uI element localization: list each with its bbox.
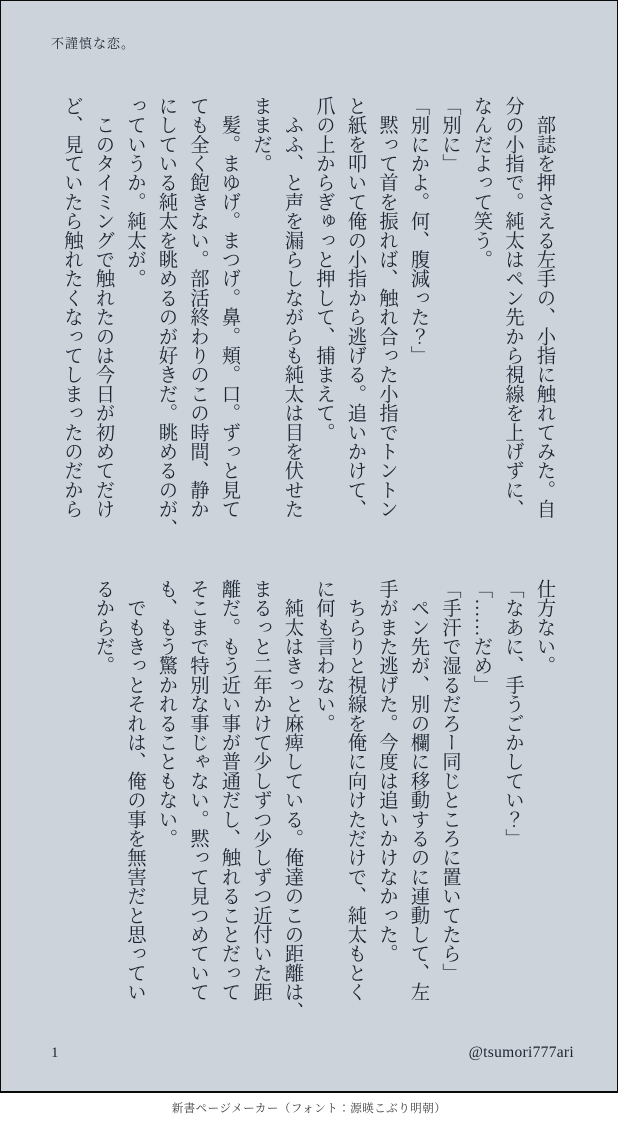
text-line: 分の小指で。純太はペン先から視線を上げずに、: [502, 96, 524, 519]
text-line: 「別に」: [439, 96, 461, 173]
text-line: ちらりと視線を俺に向けただけで、純太もとく: [345, 579, 366, 1002]
text-line: このタイミングで触れたのは今日が初めてだけ: [93, 96, 114, 519]
text-line: 離だ。もう近い事が普通だし、触れることだって: [219, 579, 240, 1002]
text-line: ど、見ていたら触れたくなってしまったのだから: [61, 96, 83, 519]
page-title: 不謹慎な恋。: [51, 36, 136, 51]
text-line: にしている純太を眺めるのが好きだ。眺めるのが、: [156, 96, 177, 538]
text-line: ふふ、と声を漏らしながらも純太は目を伏せた: [282, 96, 303, 519]
page-number: 1: [51, 1045, 59, 1061]
text-line: なんだよって笑う。: [471, 96, 492, 269]
author-handle: @tsumori777ari: [468, 1044, 574, 1061]
text-line: に何も言わない。: [313, 579, 335, 733]
text-block-lower: [88, 579, 561, 1021]
text-line: るからだ。: [93, 579, 114, 675]
text-line: ても全く飽きない。部活終わりのこの時間、静か: [187, 96, 209, 519]
text-line: 爪の上からぎゅっと押して、捕まえて。: [313, 96, 335, 442]
text-line: も、もう驚かれることもない。: [156, 579, 177, 848]
text-line: 「別にかよ。何、腹減った？」: [408, 96, 429, 365]
text-line: ペン先が、別の欄に移動するのに連動して、左: [408, 579, 429, 1002]
text-block-upper: [56, 96, 560, 538]
text-line: 純太はきっと麻痺している。俺達のこの距離は、: [282, 579, 303, 1021]
text-line: 「手汗で湿るだろー同じところに置いてたら」: [439, 579, 461, 983]
text-line: っていうか。純太が。: [124, 96, 146, 288]
text-line: そこまで特別な事じゃない。黙って見つめていて: [187, 579, 209, 1002]
text-line: 仕方ない。: [534, 579, 555, 675]
text-line: まるっと二年かけて少しずつ少しずつ近付いた距: [250, 579, 272, 1002]
text-line: 「なあに、手うごかしてい？」: [502, 579, 524, 848]
text-line: ままだ。: [250, 96, 272, 173]
text-line: 「……だめ」: [471, 579, 492, 695]
text-line: でもきっとそれは、俺の事を無害だと思ってい: [124, 579, 146, 1002]
text-line: 黙って首を振れば、触れ合った小指でトントン: [376, 96, 398, 519]
text-line: 部誌を押さえる左手の、小指に触れてみた。自: [534, 96, 555, 519]
tool-credit-caption: 新書ページメーカー（フォント：源暎こぶり明朝）: [171, 1103, 447, 1115]
text-line: 手がまた逃げた。今度は追いかけなかった。: [376, 579, 398, 963]
text-line: と紙を叩いて俺の小指から逃げる。追いかけて、: [345, 96, 366, 519]
text-line: 髪。まゆげ。まつげ。鼻。頬。口。ずっと見て: [219, 96, 240, 519]
